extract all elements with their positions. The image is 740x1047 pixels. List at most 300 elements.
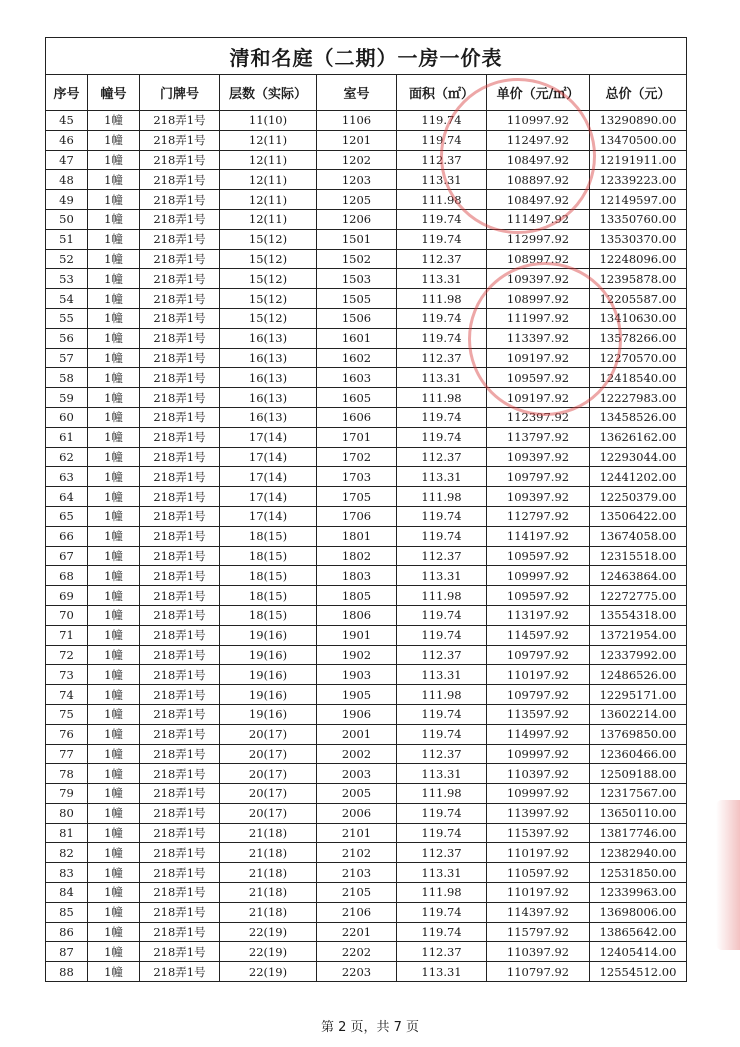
cell-floor: 19(16): [220, 685, 317, 705]
cell-door-number: 218弄1号: [140, 843, 220, 863]
cell-room: 2005: [317, 784, 397, 804]
cell-area: 119.74: [397, 922, 487, 942]
cell-building: 1幢: [88, 625, 140, 645]
cell-floor: 20(17): [220, 784, 317, 804]
cell-floor: 16(13): [220, 388, 317, 408]
cell-seq: 62: [46, 447, 88, 467]
cell-area: 119.74: [397, 902, 487, 922]
cell-door-number: 218弄1号: [140, 427, 220, 447]
cell-building: 1幢: [88, 170, 140, 190]
cell-room: 1702: [317, 447, 397, 467]
cell-door-number: 218弄1号: [140, 803, 220, 823]
column-header-row: [46, 75, 687, 111]
cell-total-price: 13458526.00: [590, 407, 687, 427]
cell-total-price: 13817746.00: [590, 823, 687, 843]
cell-door-number: 218弄1号: [140, 902, 220, 922]
cell-building: 1幢: [88, 229, 140, 249]
table-row: [46, 328, 687, 348]
cell-total-price: 13506422.00: [590, 506, 687, 526]
cell-door-number: 218弄1号: [140, 665, 220, 685]
cell-building: 1幢: [88, 427, 140, 447]
cell-seq: 58: [46, 368, 88, 388]
cell-room: 2203: [317, 962, 397, 982]
cell-building: 1幢: [88, 883, 140, 903]
cell-floor: 19(16): [220, 665, 317, 685]
cell-total-price: 13769850.00: [590, 724, 687, 744]
cell-seq: 75: [46, 704, 88, 724]
cell-room: 1802: [317, 546, 397, 566]
cell-total-price: 13290890.00: [590, 111, 687, 131]
column-header-floor: 层数（实际）: [220, 75, 317, 111]
cell-door-number: 218弄1号: [140, 388, 220, 408]
cell-area: 112.37: [397, 744, 487, 764]
cell-total-price: 12191911.00: [590, 150, 687, 170]
cell-unit-price: 111997.92: [487, 308, 590, 328]
cell-door-number: 218弄1号: [140, 526, 220, 546]
cell-building: 1幢: [88, 447, 140, 467]
cell-area: 111.98: [397, 685, 487, 705]
cell-door-number: 218弄1号: [140, 190, 220, 210]
cell-total-price: 13721954.00: [590, 625, 687, 645]
cell-total-price: 13650110.00: [590, 803, 687, 823]
cell-room: 2002: [317, 744, 397, 764]
cell-door-number: 218弄1号: [140, 130, 220, 150]
price-table: [45, 37, 687, 982]
cell-seq: 71: [46, 625, 88, 645]
cell-unit-price: 110597.92: [487, 863, 590, 883]
cell-building: 1幢: [88, 922, 140, 942]
cell-total-price: 12405414.00: [590, 942, 687, 962]
table-row: [46, 130, 687, 150]
cell-door-number: 218弄1号: [140, 368, 220, 388]
cell-door-number: 218弄1号: [140, 586, 220, 606]
cell-building: 1幢: [88, 704, 140, 724]
cell-building: 1幢: [88, 111, 140, 131]
cell-seq: 65: [46, 506, 88, 526]
cell-door-number: 218弄1号: [140, 724, 220, 744]
table-row: [46, 487, 687, 507]
cell-total-price: 13626162.00: [590, 427, 687, 447]
cell-unit-price: 114397.92: [487, 902, 590, 922]
cell-seq: 61: [46, 427, 88, 447]
cell-room: 1501: [317, 229, 397, 249]
cell-area: 113.31: [397, 566, 487, 586]
cell-seq: 48: [46, 170, 88, 190]
cell-unit-price: 110197.92: [487, 883, 590, 903]
cell-area: 112.37: [397, 150, 487, 170]
cell-door-number: 218弄1号: [140, 823, 220, 843]
cell-building: 1幢: [88, 506, 140, 526]
column-header-area: 面积（㎡）: [397, 75, 487, 111]
cell-door-number: 218弄1号: [140, 645, 220, 665]
table-row: [46, 467, 687, 487]
cell-building: 1幢: [88, 308, 140, 328]
cell-building: 1幢: [88, 546, 140, 566]
cell-area: 113.31: [397, 962, 487, 982]
cell-area: 119.74: [397, 803, 487, 823]
cell-door-number: 218弄1号: [140, 883, 220, 903]
cell-area: 119.74: [397, 506, 487, 526]
cell-area: 111.98: [397, 487, 487, 507]
cell-building: 1幢: [88, 645, 140, 665]
cell-floor: 20(17): [220, 803, 317, 823]
cell-total-price: 12339223.00: [590, 170, 687, 190]
cell-total-price: 12463864.00: [590, 566, 687, 586]
cell-room: 1503: [317, 269, 397, 289]
cell-room: 1201: [317, 130, 397, 150]
cell-seq: 69: [46, 586, 88, 606]
table-row: [46, 546, 687, 566]
cell-building: 1幢: [88, 605, 140, 625]
cell-room: 2102: [317, 843, 397, 863]
cell-unit-price: 111497.92: [487, 209, 590, 229]
cell-floor: 12(11): [220, 170, 317, 190]
table-row: [46, 685, 687, 705]
table-row: [46, 348, 687, 368]
cell-seq: 73: [46, 665, 88, 685]
cell-room: 1901: [317, 625, 397, 645]
column-header-building: 幢号: [88, 75, 140, 111]
table-row: [46, 586, 687, 606]
cell-area: 113.31: [397, 368, 487, 388]
cell-floor: 20(17): [220, 764, 317, 784]
cell-building: 1幢: [88, 289, 140, 309]
cell-unit-price: 113797.92: [487, 427, 590, 447]
cell-floor: 17(14): [220, 447, 317, 467]
cell-door-number: 218弄1号: [140, 447, 220, 467]
cell-seq: 55: [46, 308, 88, 328]
cell-area: 112.37: [397, 843, 487, 863]
cell-room: 1106: [317, 111, 397, 131]
cell-building: 1幢: [88, 348, 140, 368]
cell-total-price: 12418540.00: [590, 368, 687, 388]
cell-total-price: 13350760.00: [590, 209, 687, 229]
cell-room: 1905: [317, 685, 397, 705]
cell-total-price: 13865642.00: [590, 922, 687, 942]
column-header-total-price: 总价（元）: [590, 75, 687, 111]
cell-unit-price: 110997.92: [487, 111, 590, 131]
column-header-room: 室号: [317, 75, 397, 111]
page-footer: 第 2 页，共 7 页: [320, 1020, 420, 1035]
cell-seq: 86: [46, 922, 88, 942]
cell-total-price: 12295171.00: [590, 685, 687, 705]
cell-door-number: 218弄1号: [140, 467, 220, 487]
cell-unit-price: 109997.92: [487, 744, 590, 764]
table-body: [46, 111, 687, 982]
cell-room: 1703: [317, 467, 397, 487]
cell-door-number: 218弄1号: [140, 348, 220, 368]
cell-area: 112.37: [397, 249, 487, 269]
table-row: [46, 407, 687, 427]
cell-seq: 87: [46, 942, 88, 962]
cell-floor: 22(19): [220, 922, 317, 942]
cell-floor: 20(17): [220, 744, 317, 764]
cell-unit-price: 115397.92: [487, 823, 590, 843]
cell-room: 1205: [317, 190, 397, 210]
cell-seq: 83: [46, 863, 88, 883]
cell-total-price: 13578266.00: [590, 328, 687, 348]
cell-total-price: 12293044.00: [590, 447, 687, 467]
cell-room: 1505: [317, 289, 397, 309]
cell-total-price: 12317567.00: [590, 784, 687, 804]
table-row: [46, 962, 687, 982]
cell-seq: 64: [46, 487, 88, 507]
cell-total-price: 12248096.00: [590, 249, 687, 269]
cell-floor: 22(19): [220, 942, 317, 962]
table-row: [46, 942, 687, 962]
cell-door-number: 218弄1号: [140, 784, 220, 804]
cell-building: 1幢: [88, 586, 140, 606]
cell-floor: 19(16): [220, 625, 317, 645]
cell-total-price: 13470500.00: [590, 130, 687, 150]
cell-area: 119.74: [397, 823, 487, 843]
cell-door-number: 218弄1号: [140, 249, 220, 269]
cell-room: 1801: [317, 526, 397, 546]
edge-seal-stamp: [716, 800, 740, 950]
table-row: [46, 368, 687, 388]
cell-unit-price: 109197.92: [487, 388, 590, 408]
cell-floor: 12(11): [220, 190, 317, 210]
cell-unit-price: 113597.92: [487, 704, 590, 724]
table-row: [46, 645, 687, 665]
cell-unit-price: 112997.92: [487, 229, 590, 249]
cell-area: 111.98: [397, 784, 487, 804]
cell-seq: 67: [46, 546, 88, 566]
cell-seq: 53: [46, 269, 88, 289]
cell-total-price: 12337992.00: [590, 645, 687, 665]
cell-unit-price: 113397.92: [487, 328, 590, 348]
cell-room: 2105: [317, 883, 397, 903]
cell-area: 119.74: [397, 724, 487, 744]
cell-unit-price: 115797.92: [487, 922, 590, 942]
cell-total-price: 12531850.00: [590, 863, 687, 883]
cell-total-price: 12486526.00: [590, 665, 687, 685]
cell-door-number: 218弄1号: [140, 407, 220, 427]
cell-area: 119.74: [397, 111, 487, 131]
cell-floor: 21(18): [220, 883, 317, 903]
cell-area: 119.74: [397, 625, 487, 645]
cell-area: 119.74: [397, 328, 487, 348]
cell-total-price: 13554318.00: [590, 605, 687, 625]
table-row: [46, 447, 687, 467]
cell-area: 112.37: [397, 348, 487, 368]
cell-building: 1幢: [88, 407, 140, 427]
table-row: [46, 190, 687, 210]
table-row: [46, 209, 687, 229]
table-row: [46, 883, 687, 903]
table-row: [46, 764, 687, 784]
cell-floor: 12(11): [220, 209, 317, 229]
cell-building: 1幢: [88, 863, 140, 883]
cell-total-price: 12360466.00: [590, 744, 687, 764]
cell-room: 1606: [317, 407, 397, 427]
cell-building: 1幢: [88, 764, 140, 784]
cell-seq: 79: [46, 784, 88, 804]
column-header-seq: 序号: [46, 75, 88, 111]
cell-unit-price: 112797.92: [487, 506, 590, 526]
cell-floor: 15(12): [220, 249, 317, 269]
cell-room: 1806: [317, 605, 397, 625]
cell-total-price: 12339963.00: [590, 883, 687, 903]
cell-unit-price: 109797.92: [487, 645, 590, 665]
cell-floor: 17(14): [220, 467, 317, 487]
cell-seq: 63: [46, 467, 88, 487]
cell-area: 119.74: [397, 209, 487, 229]
cell-room: 2103: [317, 863, 397, 883]
cell-unit-price: 110197.92: [487, 843, 590, 863]
table-row: [46, 625, 687, 645]
table-row: [46, 665, 687, 685]
cell-room: 1203: [317, 170, 397, 190]
cell-floor: 16(13): [220, 407, 317, 427]
cell-room: 1602: [317, 348, 397, 368]
cell-unit-price: 114997.92: [487, 724, 590, 744]
cell-area: 119.74: [397, 605, 487, 625]
cell-unit-price: 110397.92: [487, 942, 590, 962]
cell-building: 1幢: [88, 823, 140, 843]
cell-area: 119.74: [397, 229, 487, 249]
table-row: [46, 605, 687, 625]
table-row: [46, 170, 687, 190]
table-row: [46, 704, 687, 724]
table-row: [46, 803, 687, 823]
cell-seq: 72: [46, 645, 88, 665]
cell-building: 1幢: [88, 803, 140, 823]
cell-room: 1506: [317, 308, 397, 328]
cell-seq: 51: [46, 229, 88, 249]
cell-building: 1幢: [88, 962, 140, 982]
cell-seq: 85: [46, 902, 88, 922]
table-row: [46, 229, 687, 249]
cell-building: 1幢: [88, 724, 140, 744]
cell-door-number: 218弄1号: [140, 170, 220, 190]
table-row: [46, 744, 687, 764]
cell-room: 1902: [317, 645, 397, 665]
table-row: [46, 922, 687, 942]
cell-building: 1幢: [88, 209, 140, 229]
cell-total-price: 12395878.00: [590, 269, 687, 289]
cell-floor: 15(12): [220, 289, 317, 309]
cell-building: 1幢: [88, 190, 140, 210]
cell-unit-price: 113997.92: [487, 803, 590, 823]
cell-floor: 12(11): [220, 130, 317, 150]
cell-seq: 74: [46, 685, 88, 705]
cell-room: 1202: [317, 150, 397, 170]
cell-total-price: 13674058.00: [590, 526, 687, 546]
table-row: [46, 249, 687, 269]
cell-floor: 17(14): [220, 427, 317, 447]
cell-total-price: 13602214.00: [590, 704, 687, 724]
table-row: [46, 843, 687, 863]
cell-door-number: 218弄1号: [140, 685, 220, 705]
cell-area: 111.98: [397, 388, 487, 408]
cell-room: 1903: [317, 665, 397, 685]
cell-unit-price: 110197.92: [487, 665, 590, 685]
cell-floor: 11(10): [220, 111, 317, 131]
cell-floor: 18(15): [220, 605, 317, 625]
cell-room: 2202: [317, 942, 397, 962]
cell-building: 1幢: [88, 566, 140, 586]
table-row: [46, 269, 687, 289]
cell-total-price: 12149597.00: [590, 190, 687, 210]
cell-door-number: 218弄1号: [140, 764, 220, 784]
cell-door-number: 218弄1号: [140, 289, 220, 309]
cell-unit-price: 114597.92: [487, 625, 590, 645]
cell-floor: 18(15): [220, 566, 317, 586]
cell-door-number: 218弄1号: [140, 328, 220, 348]
cell-unit-price: 109397.92: [487, 487, 590, 507]
table-row: [46, 150, 687, 170]
cell-room: 2201: [317, 922, 397, 942]
cell-room: 1803: [317, 566, 397, 586]
cell-area: 112.37: [397, 546, 487, 566]
cell-seq: 82: [46, 843, 88, 863]
cell-seq: 66: [46, 526, 88, 546]
cell-unit-price: 108497.92: [487, 150, 590, 170]
cell-seq: 80: [46, 803, 88, 823]
cell-seq: 60: [46, 407, 88, 427]
cell-total-price: 12272775.00: [590, 586, 687, 606]
cell-room: 1502: [317, 249, 397, 269]
cell-building: 1幢: [88, 665, 140, 685]
cell-total-price: 12227983.00: [590, 388, 687, 408]
cell-building: 1幢: [88, 744, 140, 764]
cell-door-number: 218弄1号: [140, 150, 220, 170]
cell-door-number: 218弄1号: [140, 744, 220, 764]
cell-floor: 18(15): [220, 546, 317, 566]
cell-unit-price: 114197.92: [487, 526, 590, 546]
cell-building: 1幢: [88, 368, 140, 388]
cell-floor: 22(19): [220, 962, 317, 982]
table-row: [46, 526, 687, 546]
cell-total-price: 12205587.00: [590, 289, 687, 309]
cell-unit-price: 108897.92: [487, 170, 590, 190]
cell-door-number: 218弄1号: [140, 942, 220, 962]
cell-area: 119.74: [397, 427, 487, 447]
cell-building: 1幢: [88, 902, 140, 922]
cell-area: 112.37: [397, 645, 487, 665]
cell-room: 2001: [317, 724, 397, 744]
table-row: [46, 111, 687, 131]
cell-total-price: 13410630.00: [590, 308, 687, 328]
cell-total-price: 12554512.00: [590, 962, 687, 982]
cell-building: 1幢: [88, 130, 140, 150]
cell-door-number: 218弄1号: [140, 269, 220, 289]
cell-seq: 47: [46, 150, 88, 170]
cell-door-number: 218弄1号: [140, 229, 220, 249]
cell-room: 2003: [317, 764, 397, 784]
table-row: [46, 427, 687, 447]
cell-seq: 46: [46, 130, 88, 150]
cell-unit-price: 112497.92: [487, 130, 590, 150]
cell-total-price: 12270570.00: [590, 348, 687, 368]
cell-total-price: 12382940.00: [590, 843, 687, 863]
cell-unit-price: 109397.92: [487, 447, 590, 467]
cell-seq: 70: [46, 605, 88, 625]
cell-seq: 77: [46, 744, 88, 764]
cell-floor: 21(18): [220, 863, 317, 883]
cell-floor: 20(17): [220, 724, 317, 744]
cell-area: 113.31: [397, 467, 487, 487]
cell-building: 1幢: [88, 388, 140, 408]
cell-room: 1601: [317, 328, 397, 348]
cell-area: 113.31: [397, 665, 487, 685]
table-row: [46, 308, 687, 328]
table-row: [46, 823, 687, 843]
cell-door-number: 218弄1号: [140, 605, 220, 625]
cell-room: 1701: [317, 427, 397, 447]
cell-unit-price: 109597.92: [487, 368, 590, 388]
